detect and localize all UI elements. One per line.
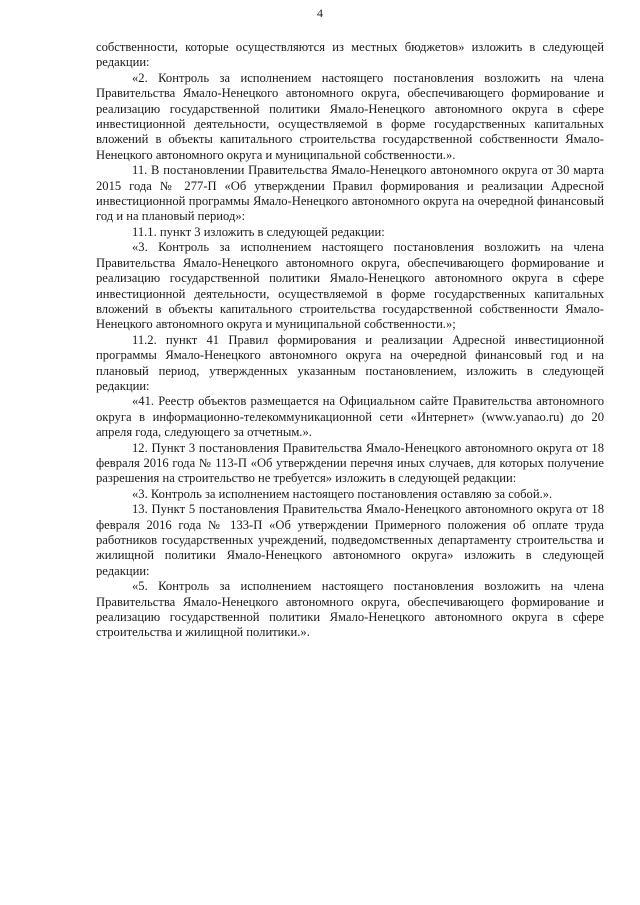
paragraph-clause-5-quote: «5. Контроль за исполнением настоящего постановления возложить на члена Правительства Ямало-Ненецкого автономного округа, обеспечивающего формирование и реализацию государственной политики Ямало-Ненецкого автономного округа в сфере строительства и жилищной политики.». xyxy=(96,579,604,640)
paragraph-clause-3-self-quote: «3. Контроль за исполнением настоящего постановления оставляю за собой.». xyxy=(132,486,553,501)
document-body xyxy=(96,40,604,641)
paragraph-clause-41-quote: «41. Реестр объектов размещается на Официальном сайте Правительства автономного округа в информационно-телекоммуникационной сети «Интернет» (www.yanao.ru) до 20 апреля года, следующего за отчетным.». xyxy=(96,394,604,440)
paragraph-continuation: собственности, которые осуществляются из местных бюджетов» изложить в следующей редакции: xyxy=(96,40,604,70)
paragraph-item-11-1: 11.1. пункт 3 изложить в следующей редакции: xyxy=(132,224,385,239)
paragraph-item-11: 11. В постановлении Правительства Ямало-Ненецкого автономного округа от 30 марта 2015 года № 277-П «Об утверждении Правил формирования и реализации Адресной инвестиционной программы Ямало-Ненецкого автономного округа на очередной финансовый год и на плановый период»: xyxy=(96,163,604,224)
paragraph-item-11-2: 11.2. пункт 41 Правил формирования и реализации Адресной инвестиционной программы Ямало-Ненецкого автономного округа на очередной финансовый год и на плановый период, утвержденных указанным постановлением, изложить в следующей редакции: xyxy=(96,332,604,393)
paragraph-item-13: 13. Пункт 5 постановления Правительства Ямало-Ненецкого автономного округа от 18 февраля 2016 года № 133-П «Об утверждении Примерного положения об оплате труда работников государственных учреждений, подведомственных департаменту строительства и жилищной политики Ямало-Ненецкого автономного округа» изложить в следующей редакции: xyxy=(96,502,604,578)
paragraph-item-12: 12. Пункт 3 постановления Правительства Ямало-Ненецкого автономного округа от 18 февраля 2016 года № 113-П «Об утверждении перечня иных случаев, для которых получение разрешения на строительство не требуется» изложить в следующей редакции: xyxy=(96,440,604,486)
paragraph-clause-2-quote: «2. Контроль за исполнением настоящего постановления возложить на члена Правительства Ямало-Ненецкого автономного округа, обеспечивающего формирование и реализацию государственной политики Ямало-Ненецкого автономного округа в сфере инвестиционной деятельности, осуществляемой в форме государственных капитальных вложений в объекты капитального строительства государственной собственности Ямало-Ненецкого автономного округа и муниципальной собственности.». xyxy=(96,70,604,162)
paragraph-clause-3-quote: «3. Контроль за исполнением настоящего постановления возложить на члена Правительства Ямало-Ненецкого автономного округа, обеспечивающего формирование и реализацию государственной политики Ямало-Ненецкого автономного округа в сфере инвестиционной деятельности, осуществляемой в форме государственных капитальных вложений в объекты капитального строительства государственной собственности Ямало-Ненецкого автономного округа и муниципальной собственности.»; xyxy=(96,240,604,332)
page-number: 4 xyxy=(317,6,323,20)
